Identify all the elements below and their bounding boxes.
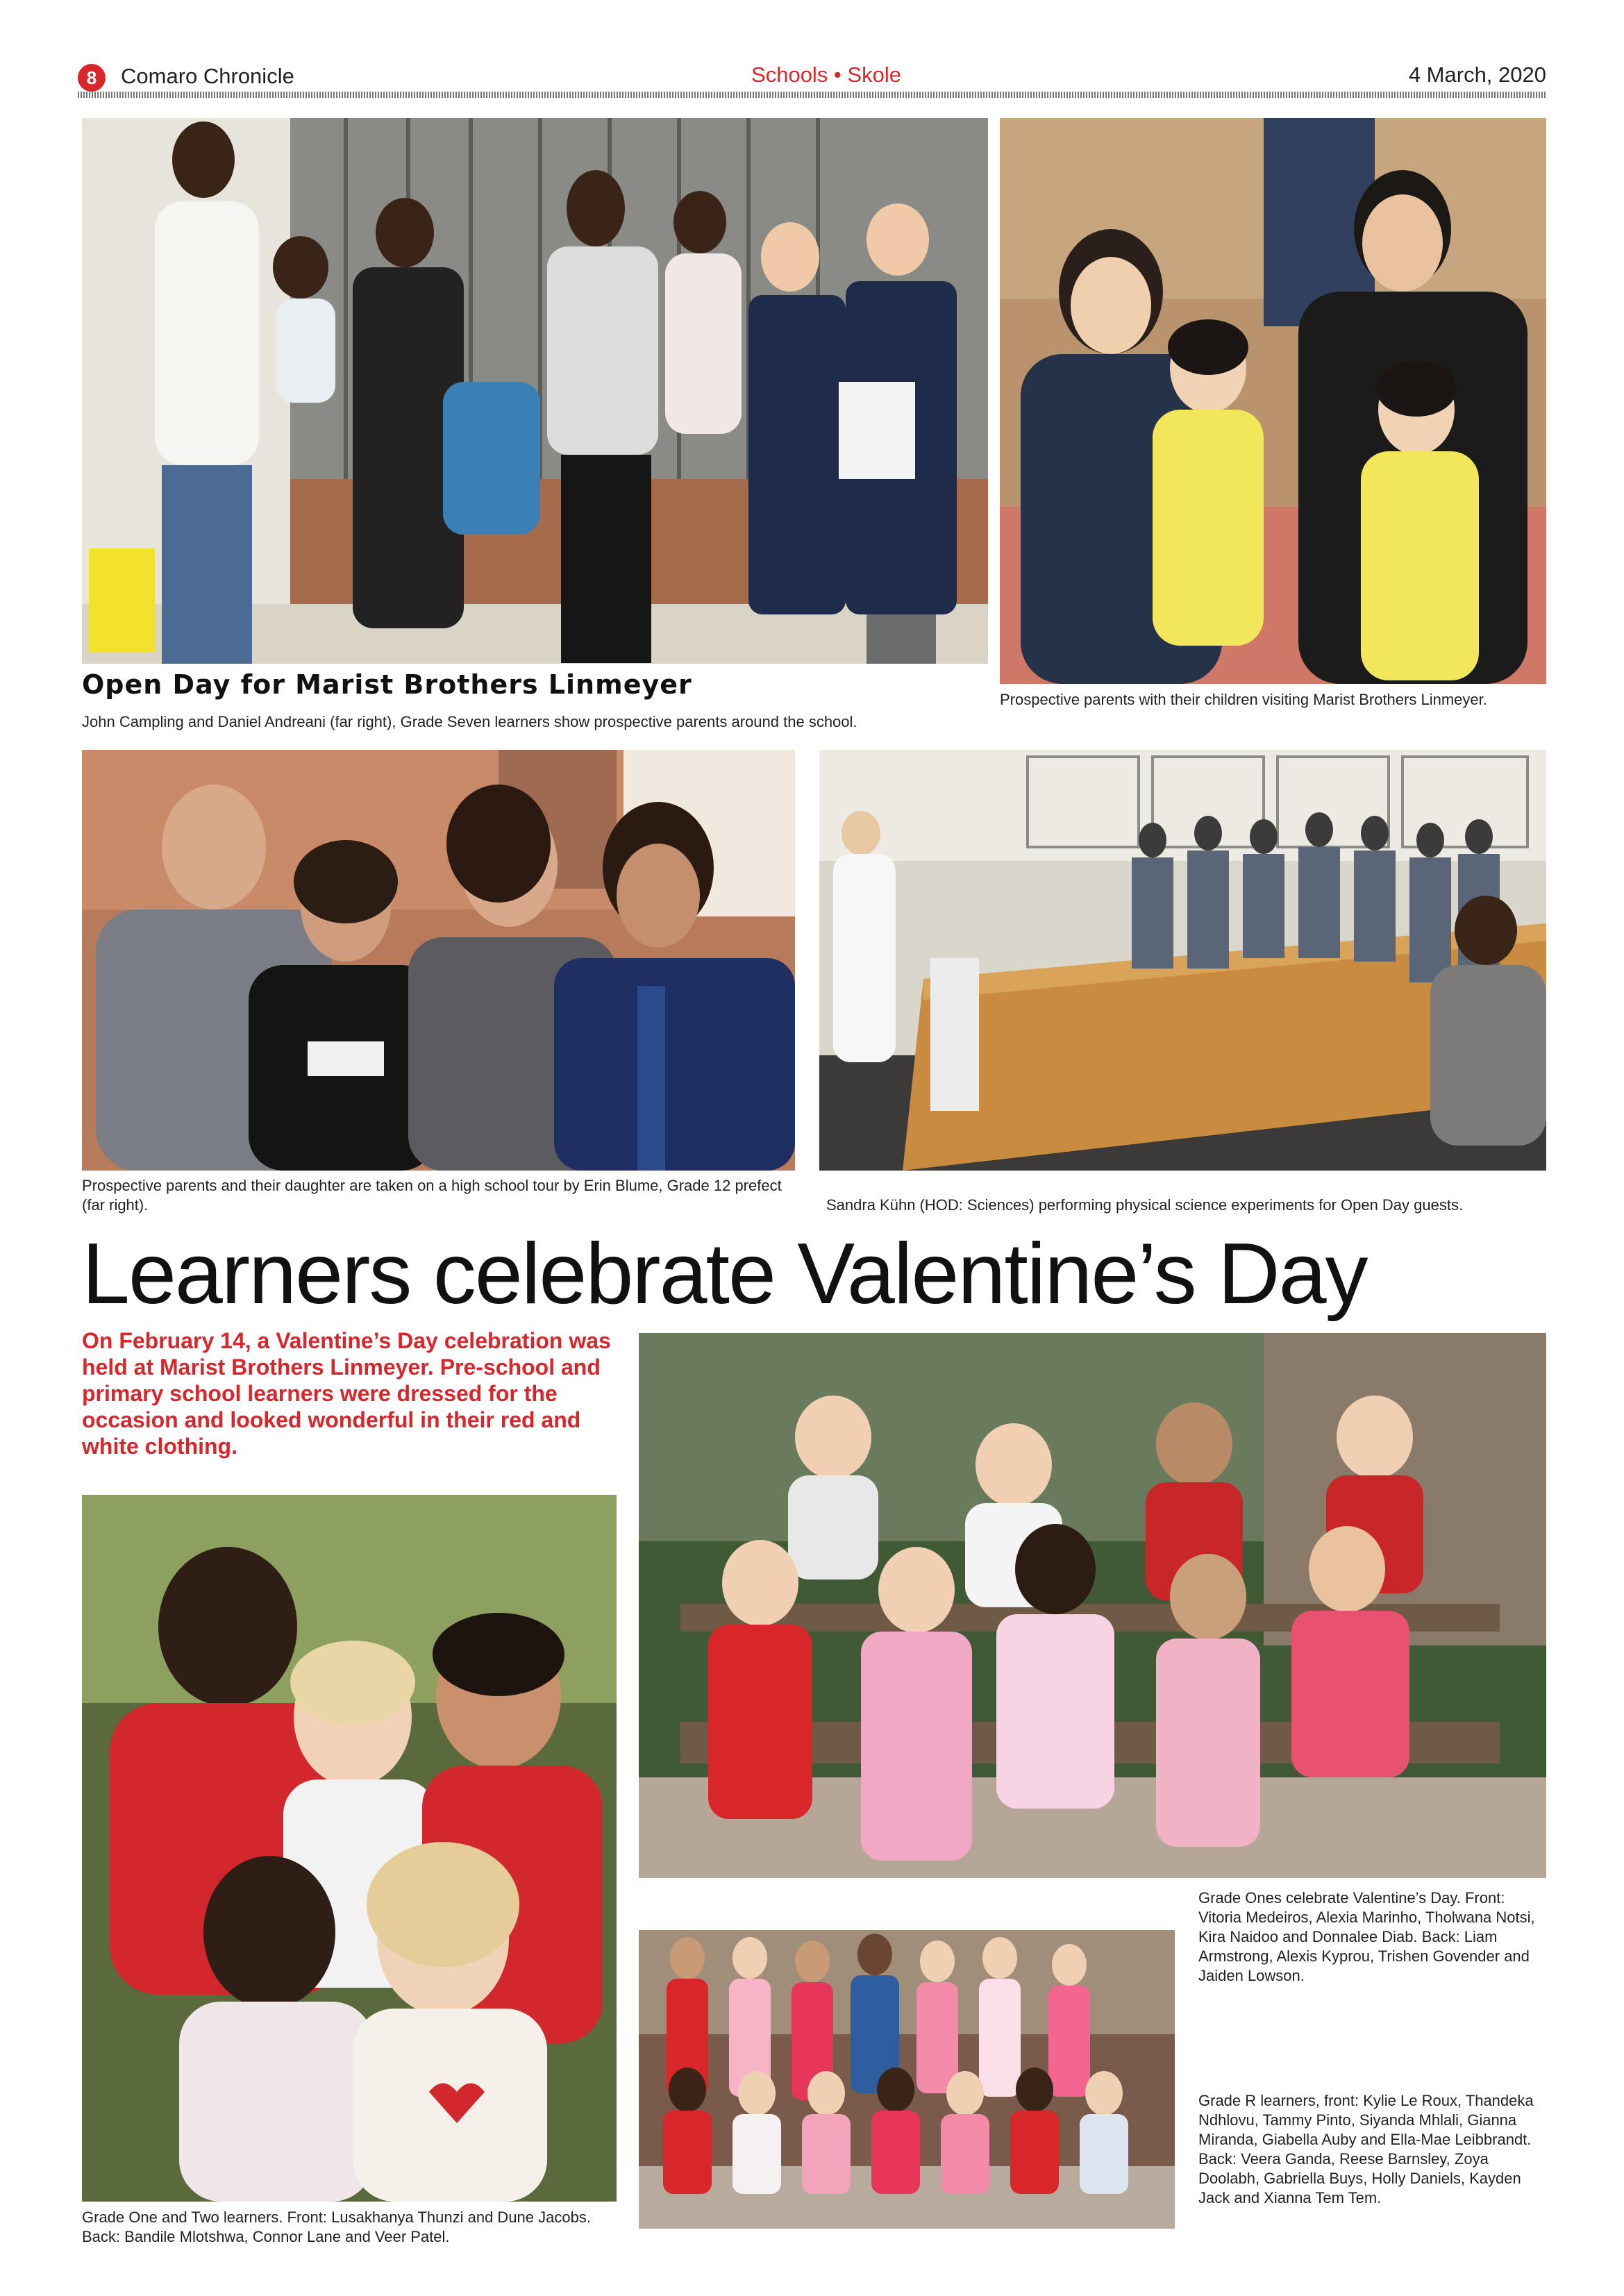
page-number-badge: 8 [78,64,106,92]
valentines-headline: Learners celebrate Valentine’s Day [82,1226,1367,1322]
header-rule [78,92,1546,98]
caption-photo-science-lab: Sandra Kühn (HOD: Sciences) performing physical science experiments for Open Day guests. [826,1196,1464,1214]
valentines-intro: On February 14, a Valentine’s Day celebration was held at Marist Brothers Linmeyer. Pre-school and primary school learners were dressed for the occasion and looked wonderful in their red and white clothing. [82,1328,611,1459]
caption-photo-grade-one-two: Grade One and Two learners. Front: Lusakhanya Thunzi and Dune Jacobs. Back: Bandile Mlotshwa, Connor Lane and Veer Patel. [82,2209,591,2245]
photo-grade-r [639,1930,1175,2229]
photo-open-day-family [82,118,988,664]
photo-high-school-tour [82,750,795,1171]
caption-photo-high-school-tour: Prospective parents and their daughter are taken on a high school tour by Erin Blume, Grade 12 prefect (far right). [82,1177,782,1214]
photo-open-day-twins [1000,118,1546,684]
open-day-heading: Open Day for Marist Brothers Linmeyer [82,669,692,700]
publication-name: Comaro Chronicle [121,64,294,88]
section-label: Schools • Skole [751,62,901,87]
photo-grade-one-two [82,1495,617,2202]
photo-science-lab [819,750,1546,1171]
issue-date: 4 March, 2020 [1408,62,1546,87]
photo-grade-ones-bench [639,1333,1546,1878]
caption-photo-open-day-family: John Campling and Daniel Andreani (far right), Grade Seven learners show prospective parents around the school. [82,713,857,730]
caption-photo-grade-ones: Grade Ones celebrate Valentine’s Day. Front: Vitoria Medeiros, Alexia Marinho, Tholwana Notsi, Kira Naidoo and Donnalee Diab. Back: Liam Armstrong, Alexis Kyprou, Trishen Govender and Jaiden Lowson. [1198,1889,1535,1984]
caption-photo-grade-r: Grade R learners, front: Kylie Le Roux, Thandeka Ndhlovu, Tammy Pinto, Siyanda Mhlali, Gianna Miranda, Giabella Auby and Ella-Mae Leibbrandt. Back: Veera Ganda, Reese Barnsley, Zoya Doolabh, Gabriella Buys, Holly Daniels, Kayden Jack and Xianna Tem Tem. [1198,2092,1534,2206]
caption-photo-open-day-twins: Prospective parents with their children visiting Marist Brothers Linmeyer. [1000,691,1487,708]
